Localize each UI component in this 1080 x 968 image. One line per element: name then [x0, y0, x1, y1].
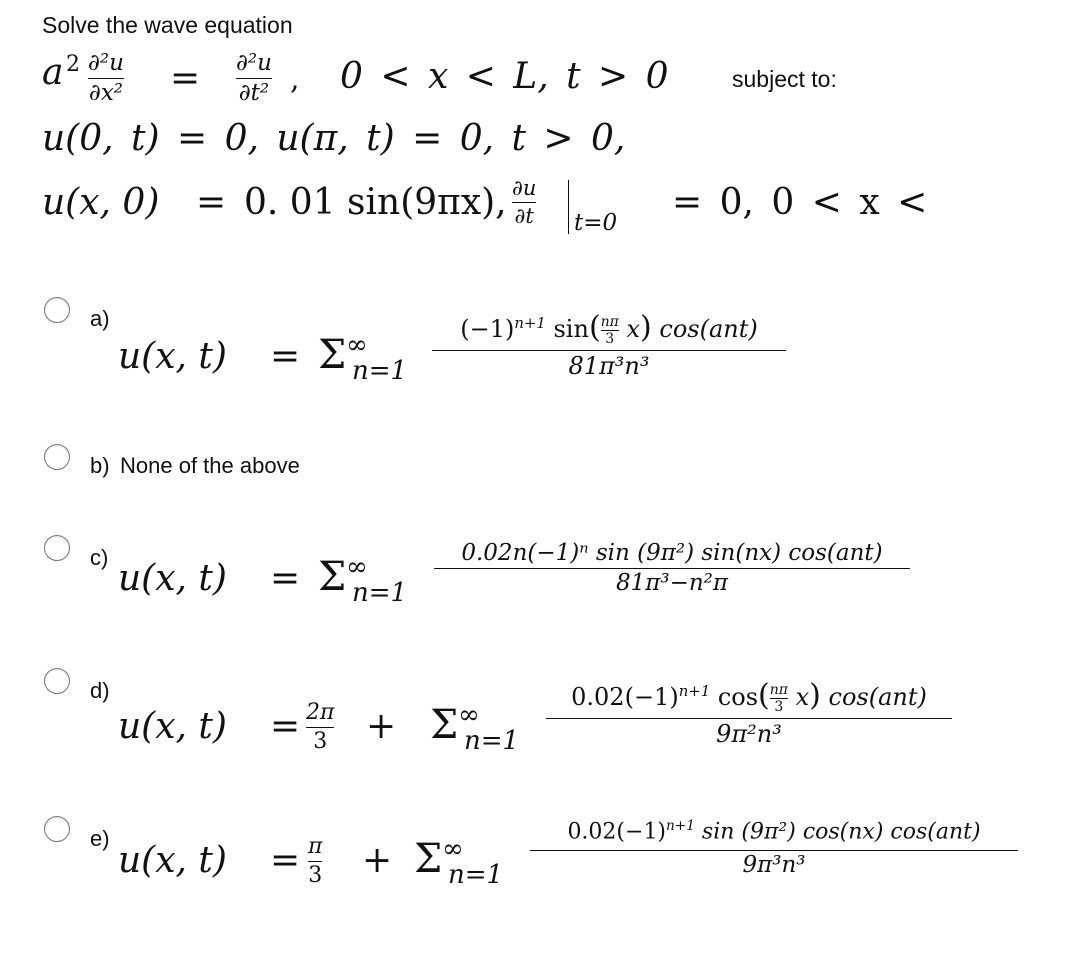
option-a-denominator: 81π³n³	[568, 352, 650, 380]
option-a-numerator-exponent: n+1	[514, 314, 546, 332]
derivative-numerator: ∂u	[512, 176, 537, 200]
initial-velocity-derivative	[512, 178, 536, 227]
option-e-plus: +	[362, 840, 393, 881]
option-a-numerator-pre: (−1)	[460, 315, 515, 343]
rhs-second-derivative	[236, 52, 272, 105]
option-a-fraction: $(-1)^{n+1}$ sin( $\frac{n\pi}{3}$ x) cos(ant) 81π³n³	[432, 308, 786, 378]
option-d-sigma: Σ	[430, 702, 459, 748]
option-c-fraction	[434, 542, 910, 595]
option-e-sigma: Σ	[414, 836, 443, 882]
initial-velocity-rhs: = 0, 0 < x <	[672, 182, 928, 223]
subject-to-label: subject to:	[732, 66, 837, 92]
option-e-letter: e)	[90, 826, 110, 851]
option-e-lead-numerator: π	[308, 834, 323, 859]
rhs-denominator: ∂t²	[238, 80, 270, 106]
option-e-sum-upper: ∞	[442, 834, 464, 864]
option-d-lead-denominator: 3	[313, 729, 328, 754]
initial-displacement-rhs: 0. 01 sin(9πx),	[244, 182, 507, 223]
question-intro: Solve the wave equation	[42, 12, 293, 38]
option-d-arg-numerator: nπ	[769, 682, 788, 698]
option-a-equals: =	[270, 336, 301, 377]
lhs-second-derivative	[88, 52, 124, 105]
option-d-equals: =	[270, 706, 301, 747]
option-d-radio[interactable]	[44, 668, 70, 694]
option-a-numerator-post: cos(ant)	[651, 315, 758, 343]
option-b-radio[interactable]	[44, 444, 70, 470]
rhs-numerator: ∂²u	[236, 50, 272, 76]
option-e-lhs: u(x, t)	[118, 840, 227, 881]
lhs-numerator: ∂²u	[88, 50, 124, 76]
option-c-letter: c)	[90, 545, 109, 570]
option-b-text: None of the above	[120, 453, 300, 478]
option-d-lead-fraction	[306, 702, 334, 753]
option-b-letter: b)	[90, 453, 110, 478]
option-a-radio[interactable]	[44, 297, 70, 323]
option-c-sigma: Σ	[318, 554, 347, 600]
coef-a: a	[42, 52, 64, 93]
option-e-equals: =	[270, 840, 301, 881]
option-c-lhs: u(x, t)	[118, 558, 227, 599]
option-d-letter: d)	[90, 678, 110, 703]
option-a-arg-numerator: nπ	[600, 314, 619, 330]
option-e-fraction	[530, 818, 1018, 877]
option-d-sum-lower: n=1	[464, 726, 520, 756]
evaluation-bar	[568, 180, 569, 234]
equals-sign: =	[170, 58, 201, 99]
option-e-numerator-post: sin (9π²) cos(nx) cos(ant)	[694, 819, 981, 845]
option-a-sigma: Σ	[318, 332, 347, 378]
option-d-numerator-pre: 0.02(−1)	[571, 683, 679, 711]
option-d-lead-numerator: 2π	[306, 700, 335, 725]
option-d-numerator-cos: cos	[710, 683, 759, 711]
option-d-numerator-exponent: n+1	[678, 682, 711, 700]
option-c-numerator: 0.02n(−1)ⁿ sin (9π²) sin(nx) cos(ant)	[461, 540, 883, 566]
option-e-sum-lower: n=1	[448, 860, 504, 890]
option-d-plus: +	[366, 706, 397, 747]
coef-a-exponent: 2	[66, 52, 80, 77]
option-e-radio[interactable]	[44, 816, 70, 842]
option-c-equals: =	[270, 558, 301, 599]
option-a-letter: a)	[90, 306, 110, 331]
option-c-denominator: 81π³−n²π	[615, 570, 729, 596]
option-a-numerator-sin: sin	[545, 315, 589, 343]
option-a-lhs: u(x, t)	[118, 336, 227, 377]
option-e-numerator-pre: 0.02(−1)	[567, 819, 667, 845]
evaluation-point: t=0	[574, 210, 618, 236]
derivative-denominator: ∂t	[514, 204, 534, 228]
domain-condition: 0 < x < L, t > 0	[340, 56, 669, 97]
option-d-sum-upper: ∞	[458, 700, 480, 730]
option-e-numerator-exponent: n+1	[666, 818, 695, 834]
option-c-sum-lower: n=1	[352, 578, 408, 608]
option-c-sum-upper: ∞	[346, 552, 368, 582]
comma: ,	[290, 62, 300, 97]
option-d-numerator-post: cos(ant)	[820, 683, 927, 711]
option-d-fraction: $0.02(-1)^{n+1}$ cos( $\frac{n\pi}{3}$ x) cos(ant) 9π²n³	[546, 676, 952, 746]
option-e-denominator: 9π³n³	[742, 851, 806, 878]
option-d-lhs: u(x, t)	[118, 706, 227, 747]
option-d-arg-denominator: 3	[774, 699, 784, 715]
option-e-lead-fraction	[308, 836, 322, 887]
option-e-lead-denominator: 3	[308, 863, 323, 888]
equals-sign: =	[196, 182, 227, 223]
option-a-sum-upper: ∞	[346, 330, 368, 360]
option-a-arg-denominator: 3	[605, 331, 615, 347]
option-a-sum-lower: n=1	[352, 356, 408, 386]
boundary-conditions: u(0, t) = 0, u(π, t) = 0, t > 0,	[42, 118, 626, 159]
option-c-radio[interactable]	[44, 535, 70, 561]
initial-displacement-lhs: u(x, 0)	[42, 182, 160, 223]
lhs-denominator: ∂x²	[88, 80, 124, 106]
option-d-denominator: 9π²n³	[716, 720, 782, 748]
